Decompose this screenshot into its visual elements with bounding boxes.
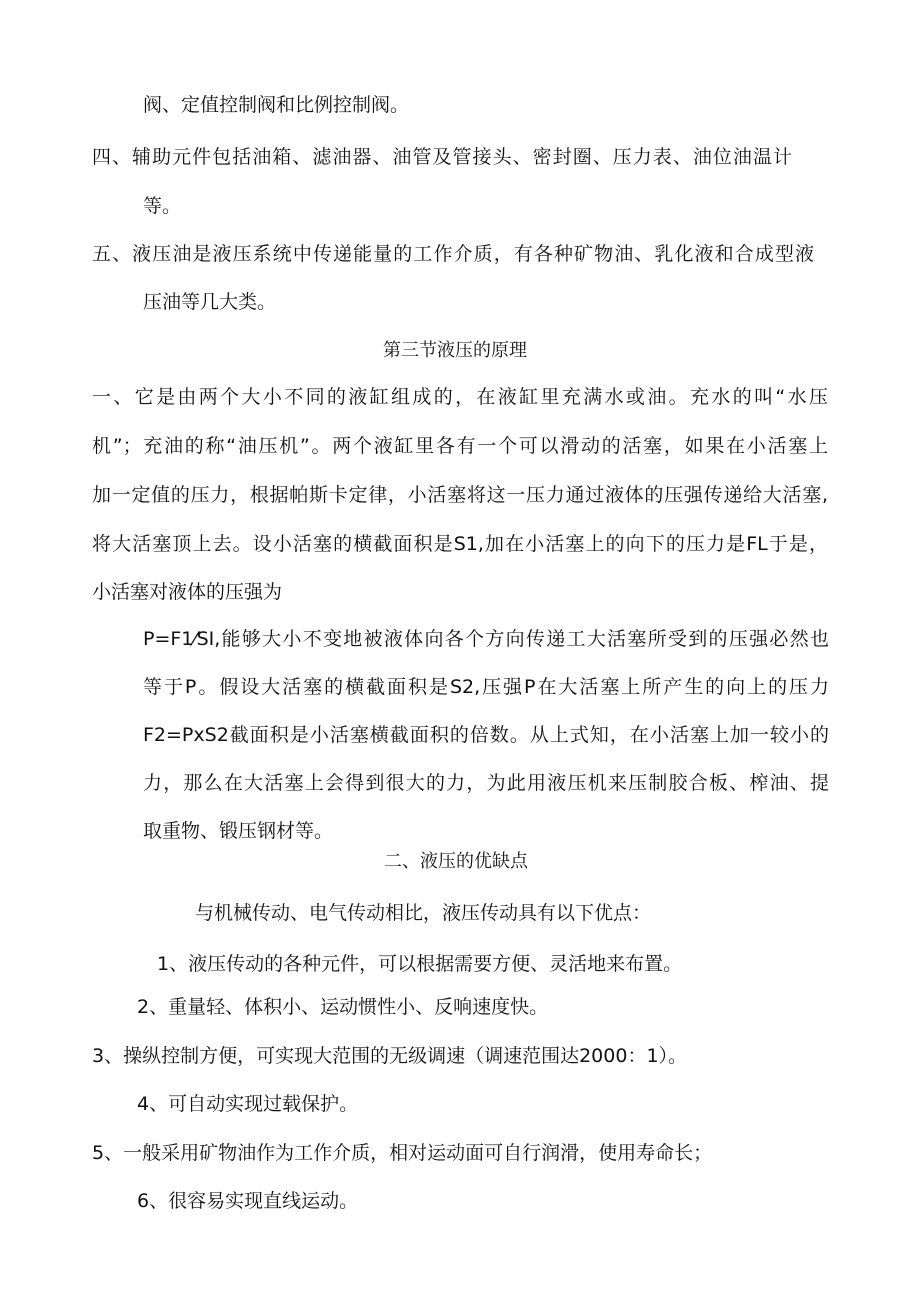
formula-line: 等于P。假设大活塞的横截面积是S2,压强P在大活塞上所产生的向上的压力 [143,676,829,698]
text-line: 等。 [143,195,182,217]
text-line: 一、它是由两个大小不同的液缸组成的，在液缸里充满水或油。充水的叫“水压 [92,386,828,408]
text-line: 将大活塞顶上去。设小活塞的横截面积是S1,加在小活塞上的向下的压力是FL于是， [92,533,828,555]
text-line: 加一定值的压力，根据帕斯卡定律，小活塞将这一压力通过液体的压强传递给大活塞, [92,484,828,506]
list-item: 4、可自动实现过载保护。 [137,1093,359,1115]
list-item: 5、一般采用矿物油作为工作介质，相对运动面可自行润滑，使用寿命长； [92,1142,713,1164]
section-title: 第三节液压的原理 [383,340,527,361]
formula-line: F2=PxS2截面积是小活塞横截面积的倍数。从上式知，在小活塞上加一较小的 [143,724,829,746]
list-item: 6、很容易实现直线运动。 [137,1190,359,1212]
text-line: 五、液压油是液压系统中传递能量的工作介质，有各种矿物油、乳化液和合成型液 [92,243,814,265]
formula-line: 取重物、锻压钢材等。 [143,820,334,842]
list-item: 1、液压传动的各种元件，可以根据需要方便、灵活地来布置。 [157,953,683,975]
formula-line: P=F1⁄SI,能够大小不变地被液体向各个方向传递工大活塞所受到的压强必然也 [143,628,829,650]
advantages-title: 二、液压的优缺点 [384,851,528,872]
text-line: 小活塞对液体的压强为 [92,581,283,603]
list-item: 2、重量轻、体积小、运动惯性小、反响速度快。 [137,996,549,1018]
list-item: 3、操纵控制方便，可实现大范围的无级调速（调速范围达2000：1）。 [92,1045,688,1067]
text-line: 四、辅助元件包括油箱、滤油器、油管及管接头、密封圈、压力表、油位油温计 [92,146,792,168]
formula-line: 力，那么在大活塞上会得到很大的力，为此用液压机来压制胶合板、榨油、提 [143,772,829,794]
text-line: 压油等几大类。 [143,291,277,313]
advantages-intro: 与机械传动、电气传动相比，液压传动具有以下优点： [195,902,652,924]
text-line: 阀、定值控制阀和比例控制阀。 [143,94,410,116]
text-line: 机”；充油的称“油压机”。两个液缸里各有一个可以滑动的活塞，如果在小活塞上 [92,435,828,457]
